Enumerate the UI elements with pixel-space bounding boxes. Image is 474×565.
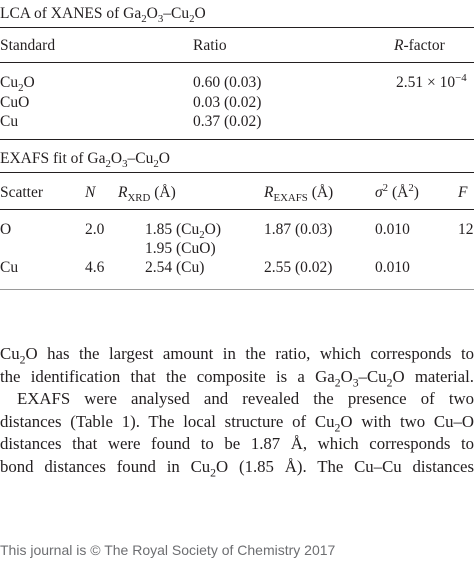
exafs-header-rxrd: $R_{XRD}$ (Å) (118, 184, 176, 205)
exafs-header-f: F (458, 184, 468, 201)
lca-row-standard: CuO (0, 94, 30, 111)
exafs-row-n: 4.6 (85, 259, 105, 276)
lca-header-rule (0, 62, 474, 63)
lca-row-ratio: 0.03 (0.02) (193, 94, 262, 111)
lca-header-rfactor: R-factor (394, 37, 445, 54)
paragraph-line: EXAFS were analysed and revealed the presence of two (17, 389, 474, 408)
exafs-row-sigma: 0.010 (375, 259, 410, 276)
paragraph-line: $Cu_2O$ has the largest amount in the ratio, which corresponds to (0, 344, 474, 366)
exafs-title-rule (0, 172, 474, 173)
lca-row-ratio: 0.37 (0.02) (193, 113, 262, 130)
paragraph-line: distances that were found to be 1.87 Å, which corresponds to (0, 434, 474, 453)
exafs-header-scatter: Scatter (0, 184, 44, 201)
exafs-row-scatter: O (0, 221, 12, 238)
exafs-header-rule (0, 209, 474, 210)
exafs-row-rxrd: 2.54 (Cu) (145, 259, 205, 276)
exafs-row-rxrd-alt: 1.95 (CuO) (145, 240, 216, 257)
paragraph-line: the identification that the composite is a $Ga_2O_3-Cu_2O$ material. (0, 366, 474, 388)
lca-title-rule (0, 27, 474, 28)
lca-section-rule (0, 139, 474, 140)
lca-row-standard: Cu (0, 113, 19, 130)
paragraph-line: bond distances found in $Cu_2O$ (1.85 Å). The Cu–Cu distances (0, 456, 474, 478)
body-paragraph (0, 343, 474, 478)
exafs-row-rxrd: 1.85 $(Cu_2O)$ (145, 221, 222, 242)
journal-footer: This journal is © The Royal Society of Chemistry 2017 (0, 542, 336, 558)
exafs-header-sigma: $\sigma^2$ $(Å^2)$ (375, 181, 419, 201)
table-bottom-rule (0, 289, 474, 290)
lca-row-standard: $Cu_2O$ (0, 74, 35, 95)
lca-header-standard: Standard (0, 37, 56, 54)
lca-header-ratio: Ratio (193, 37, 227, 54)
exafs-section-title: EXAFS fit of $Ga_2O_3-Cu_2O$ (0, 150, 170, 171)
exafs-row-rexafs: 2.55 (0.02) (264, 259, 333, 276)
lca-section-title: LCA of XANES of $Ga_2O_3-Cu_2O$ (0, 5, 206, 26)
exafs-row-sigma: 0.010 (375, 221, 410, 238)
exafs-row-rexafs: 1.87 (0.03) (264, 221, 333, 238)
exafs-header-rexafs: $R_{EXAFS}$ (Å) (264, 184, 334, 205)
exafs-row-n: 2.0 (85, 221, 105, 238)
paragraph-line: distances (Table 1). The local structure of $Cu_2O$ with two Cu–O (0, 411, 474, 433)
lca-rfactor-value: $2.51 \times 10^{-4}$ (396, 71, 467, 91)
exafs-row-scatter: Cu (0, 259, 19, 276)
lca-row-ratio: 0.60 (0.03) (193, 74, 262, 91)
exafs-header-n: N (85, 184, 96, 201)
exafs-row-f: 12 (458, 221, 474, 238)
